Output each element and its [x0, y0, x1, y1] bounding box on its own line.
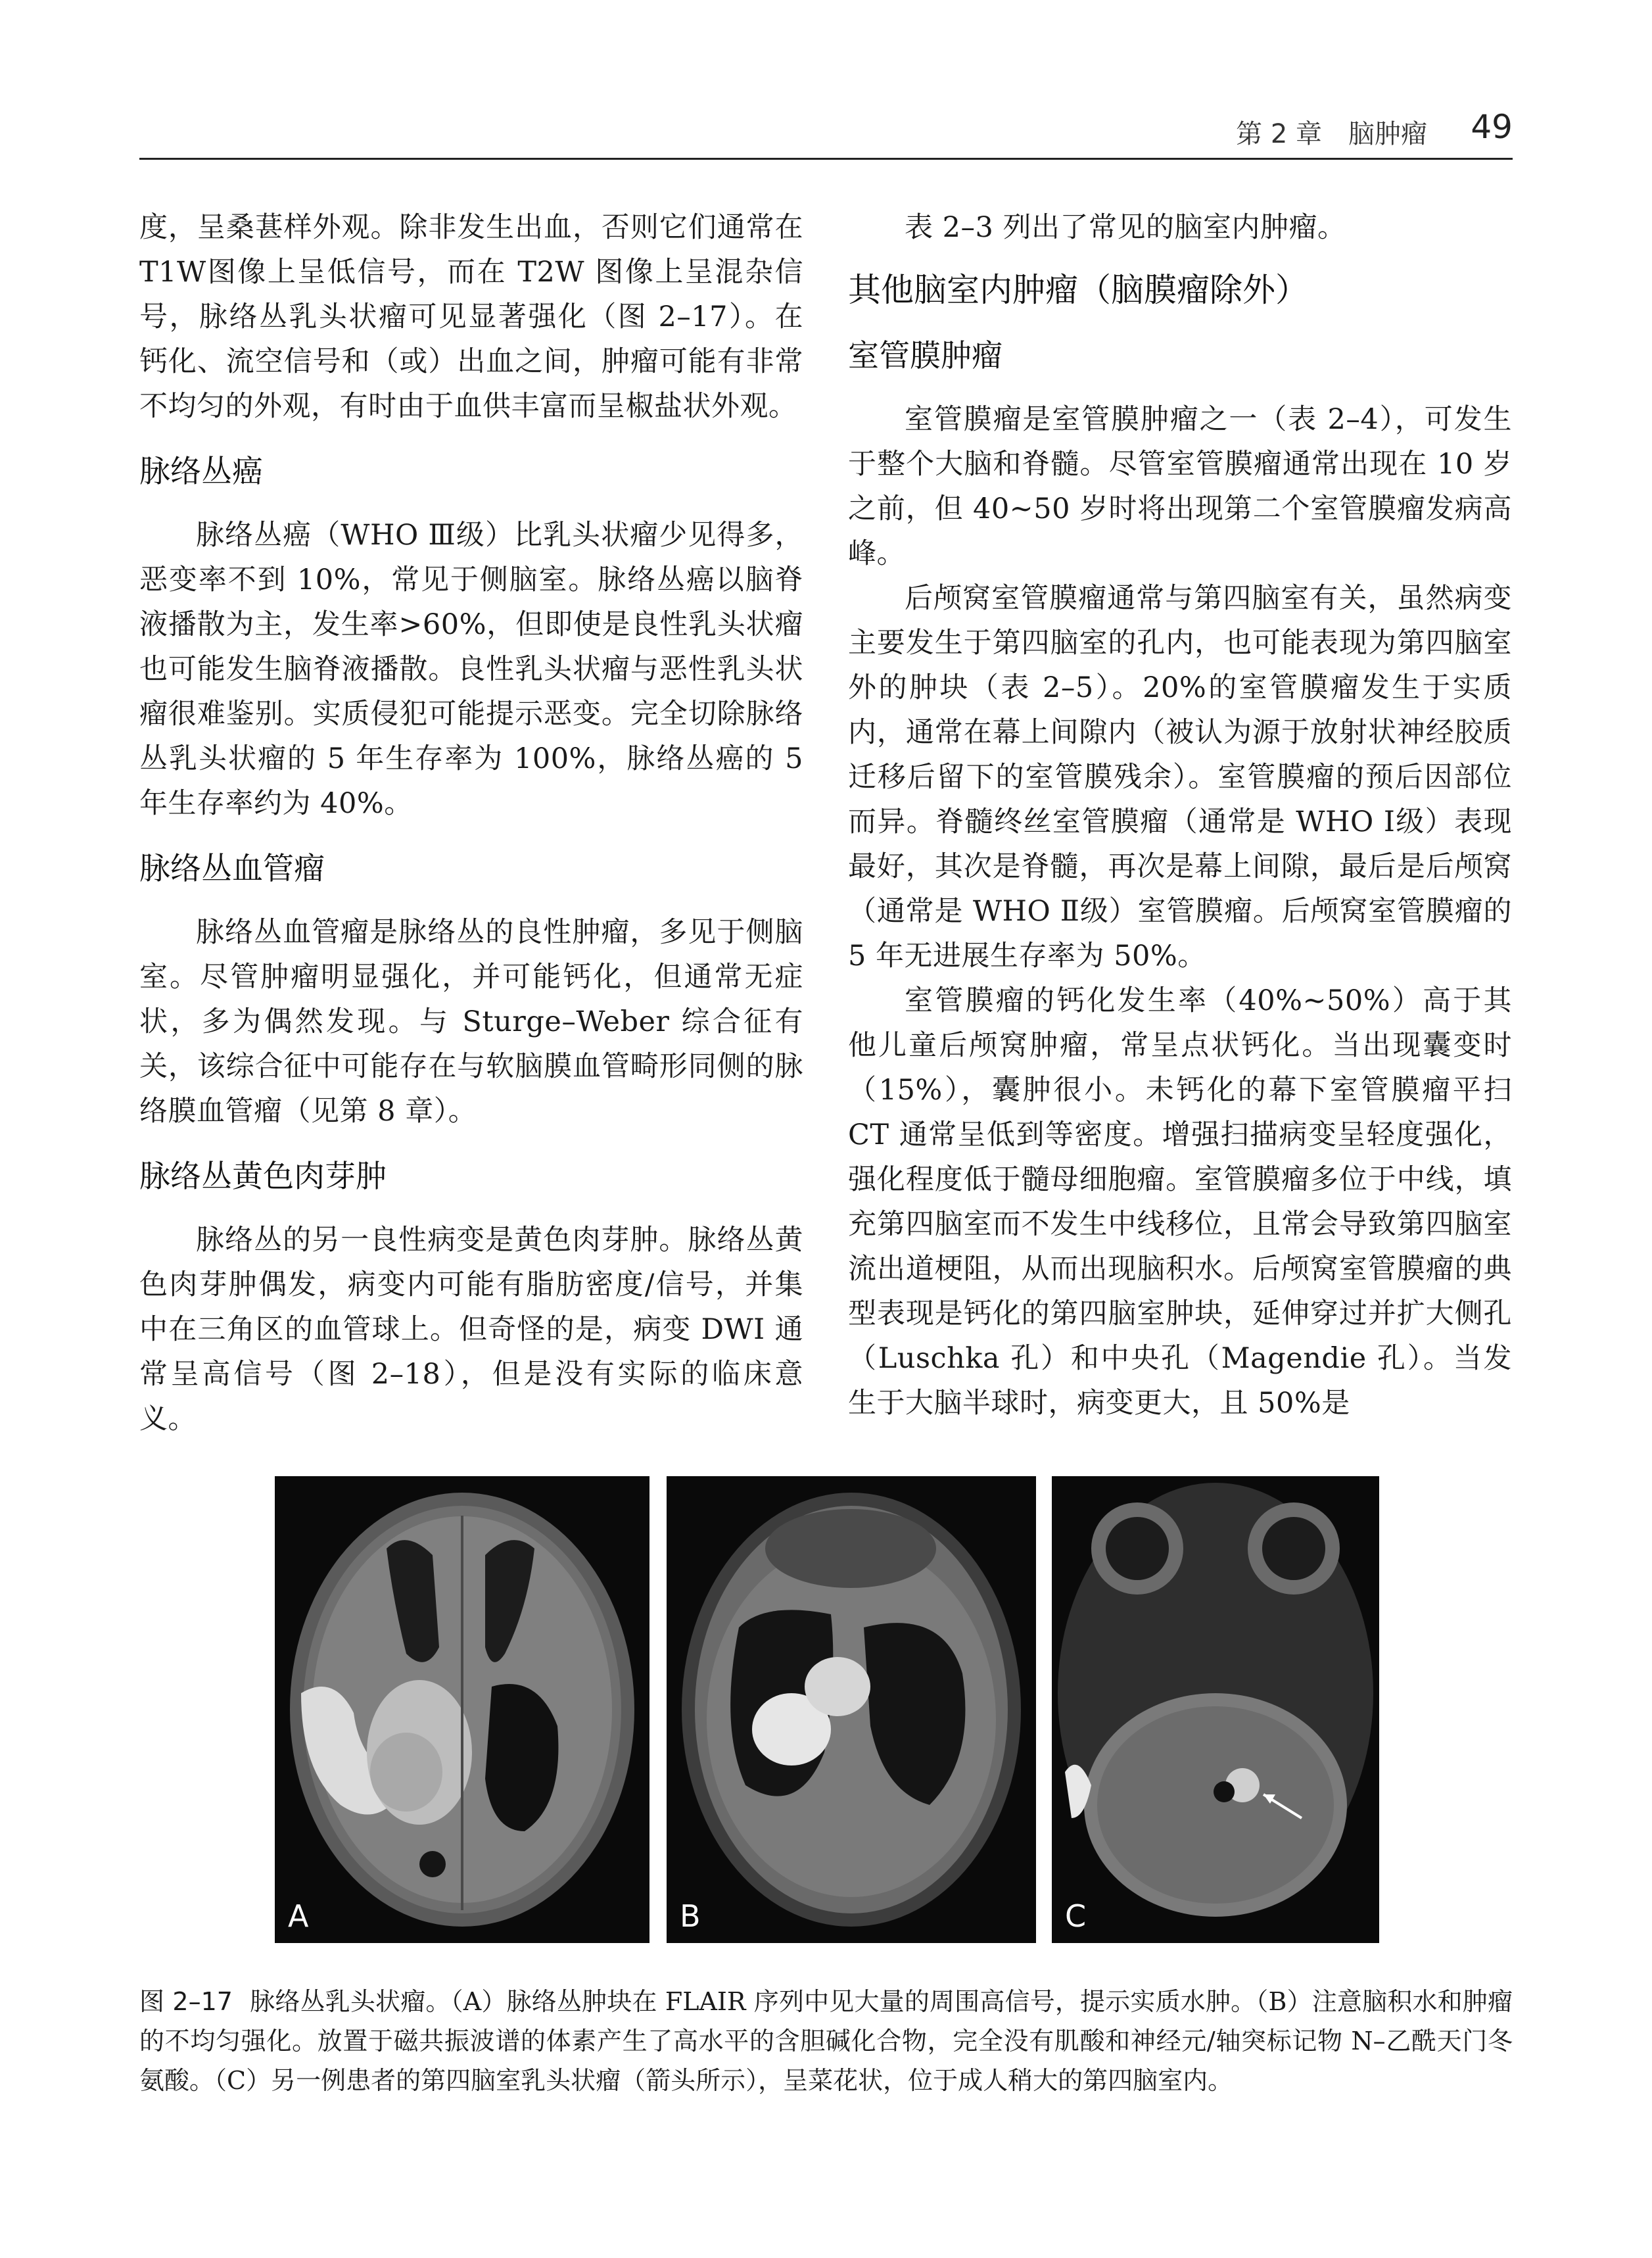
left-column [139, 205, 803, 1441]
heading-xanthogranuloma: 脉络丛黄色肉芽肿 [139, 1159, 387, 1195]
panel-label-a: A [288, 1898, 309, 1934]
figure-caption-text: 脉络丛乳头状瘤。（A）脉络丛肿块在 FLAIR 序列中见大量的周围高信号，提示实质水肿。（B）注意脑积水和肿瘤的不均匀强化。放置于磁共振波谱的体素产生了高水平的含胆碱化合物，完全没有肌酸和神经元/轴突标记物 N–乙酰天门冬氨酸。（C）另一例患者的第四脑室乳头状瘤（箭头所示），呈菜花状，位于成人稍大的第四脑室内。 [139, 1987, 1513, 2095]
paragraph-ependymoma-1: 室管膜瘤是室管膜肿瘤之一（表 2–4），可发生于整个大脑和脊髓。尽管室管膜瘤通常出现在 10 岁之前，但 40~50 岁时将出现第二个室管膜瘤发病高峰。 [848, 403, 1512, 570]
running-header [139, 99, 1513, 160]
figure-2-17-panels [275, 1476, 1379, 1943]
mri-t1-contrast-image [667, 1476, 1036, 1943]
paragraph-angioma: 脉络丛血管瘤是脉络丛的良性肿瘤，多见于侧脑室。尽管肿瘤明显强化，并可能钙化，但通常无症状，多为偶然发现。与 Sturge–Weber 综合征有关，该综合征中可能存在与软脑膜血管畸形同侧的脉络膜血管瘤（见第 8 章）。 [139, 916, 803, 1128]
paragraph-ependymoma-3: 室管膜瘤的钙化发生率（40%~50%）高于其他儿童后颅窝肿瘤，常呈点状钙化。当出现囊变时（15%），囊肿很小。未钙化的幕下室管膜瘤平扫 CT 通常呈低到等密度。增强扫描病变呈轻度强化，强化程度低于髓母细胞瘤。室管膜瘤多位于中线，填充第四脑室而不发生中线移位，且常会导致第四脑室流出道梗阻，从而出现脑积水。后颅窝室管膜瘤的典型表现是钙化的第四脑室肿块，延伸穿过并扩大侧孔（Luschka 孔）和中央孔（Magendie 孔）。当发生于大脑半球时，病变更大，且 50%是 [848, 984, 1512, 1420]
mri-panel-b [667, 1476, 1036, 1943]
panel-label-b: B [680, 1898, 701, 1934]
heading-other-intraventricular-tumors: 其他脑室内肿瘤（脑膜瘤除外） [848, 271, 1308, 309]
heading-choroid-plexus-angioma: 脉络丛血管瘤 [139, 851, 325, 887]
figure-caption [139, 1982, 1513, 2100]
mri-panel-a [275, 1476, 649, 1943]
paragraph-carcinoma: 脉络丛癌（WHO Ⅲ级）比乳头状瘤少见得多，恶变率不到 10%，常见于侧脑室。脉络丛癌以脑脊液播散为主，发生率>60%，但即使是良性乳头状瘤也可能发生脑脊液播散。良性乳头状瘤与恶性乳头状瘤很难鉴别。实质侵犯可能提示恶变。完全切除脉络丛乳头状瘤的 5 年生存率为 100%，脉络丛癌的 5 年生存率约为 40%。 [139, 519, 803, 820]
right-column [848, 205, 1512, 1426]
paragraph-ependymoma-2: 后颅窝室管膜瘤通常与第四脑室有关，虽然病变主要发生于第四脑室的孔内，也可能表现为第四脑室外的肿块（表 2–5）。20%的室管膜瘤发生于实质内，通常在幕上间隙内（被认为源于放射状神经胶质迁移后留下的室管膜残余）。室管膜瘤的预后因部位而异。脊髓终丝室管膜瘤（通常是 WHO Ⅰ级）表现最好，其次是脊髓，再次是幕上间隙，最后是后颅窝（通常是 WHO Ⅱ级）室管膜瘤。后颅窝室管膜瘤的 5 年无进展生存率为 50%。 [848, 582, 1512, 973]
heading-choroid-plexus-carcinoma: 脉络丛癌 [139, 454, 263, 490]
mri-posterior-fossa-image [1052, 1476, 1379, 1943]
mri-panel-c [1052, 1476, 1379, 1943]
paragraph-table-intro: 表 2–3 列出了常见的脑室内肿瘤。 [905, 211, 1346, 244]
paragraph-xanthogranuloma: 脉络丛的另一良性病变是黄色肉芽肿。脉络丛黄色肉芽肿偶发，病变内可能有脂肪密度/信号，并集中在三角区的血管球上。但奇怪的是，病变 DWI 通常呈高信号（图 2–18），但是没有实际的临床意义。 [139, 1224, 803, 1435]
panel-label-c: C [1065, 1898, 1087, 1934]
figure-number: 图 2–17 [139, 1987, 233, 2016]
header-chapter-title: 第 2 章 脑肿瘤 [1236, 119, 1427, 149]
paragraph-continued: 度，呈桑葚样外观。除非发生出血，否则它们通常在T1W图像上呈低信号，而在 T2W 图像上呈混杂信号，脉络丛乳头状瘤可见显著强化（图 2–17）。在钙化、流空信号和（或）出血之间，肿瘤可能有非常不均匀的外观，有时由于血供丰富而呈椒盐状外观。 [139, 211, 803, 423]
heading-ependymal-tumors: 室管膜肿瘤 [848, 338, 1003, 374]
mri-flair-image [275, 1476, 649, 1943]
page-number: 49 [1471, 108, 1513, 146]
